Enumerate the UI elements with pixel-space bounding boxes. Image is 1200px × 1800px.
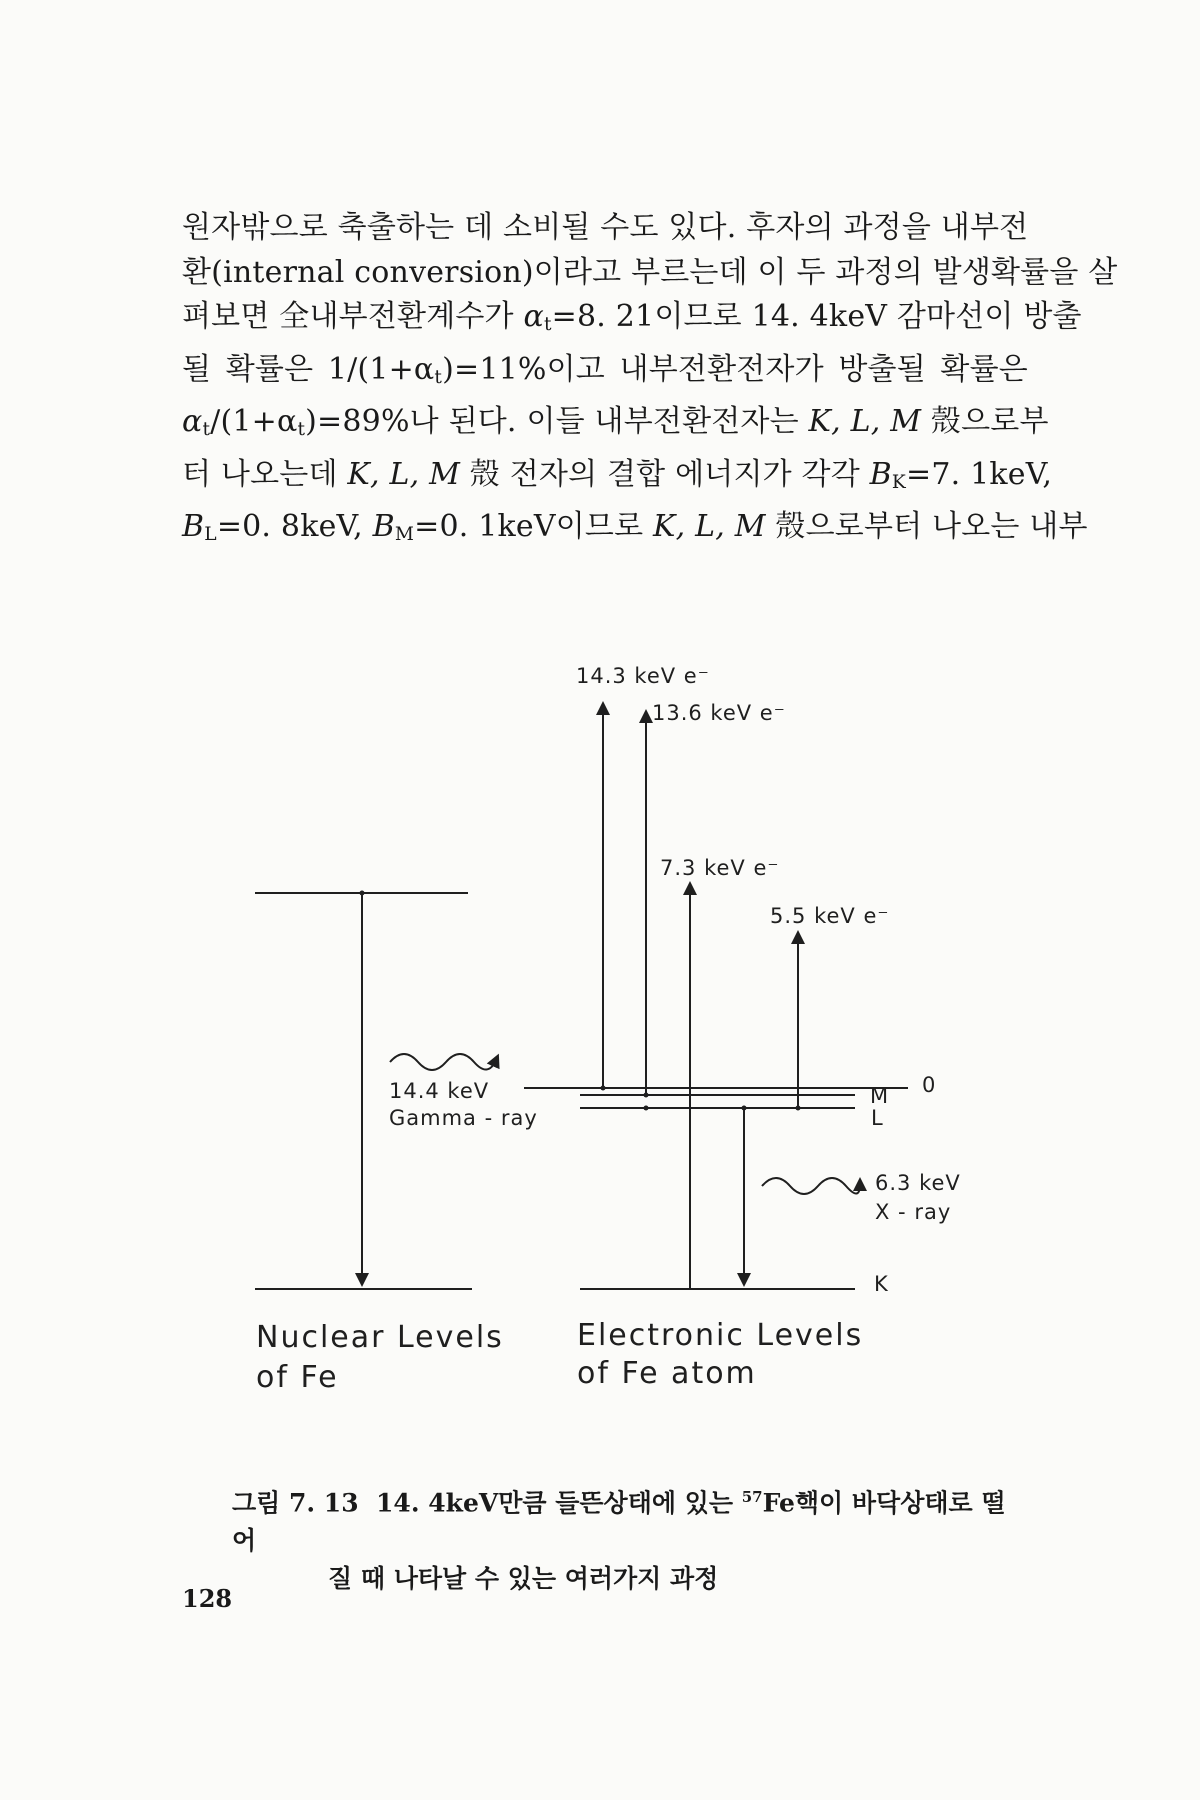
label-14-3kev: 14.3 keV e⁻ bbox=[576, 664, 710, 688]
electronic-levels-caption-1: Electronic Levels bbox=[577, 1318, 864, 1353]
label-7-3kev: 7.3 keV e⁻ bbox=[660, 856, 780, 880]
label-gamma-name: Gamma - ray bbox=[389, 1106, 538, 1130]
electronic-levels-caption-2: of Fe atom bbox=[577, 1356, 757, 1391]
gamma-wave-icon bbox=[390, 1054, 496, 1070]
caption-line-2: 질 때 나타날 수 있는 여러가지 과정 bbox=[328, 1564, 719, 1594]
label-xray-name: X - ray bbox=[875, 1200, 952, 1224]
label-level-o: 0 bbox=[922, 1073, 937, 1097]
label-level-l: L bbox=[871, 1106, 884, 1130]
caption-number: 그림 7. 13 bbox=[232, 1488, 359, 1518]
figure-caption: 그림 7. 13 14. 4keV만큼 들뜬상태에 있는 $^{57}$Fe핵이 바닥상태로 떨어 질 때 나타날 수 있는 여러가지 과정 bbox=[232, 1478, 1012, 1598]
page-number: 128 bbox=[182, 1584, 233, 1613]
label-level-k: K bbox=[874, 1272, 889, 1296]
label-13-6kev: 13.6 keV e⁻ bbox=[652, 701, 786, 725]
text-line-3: 펴보면 全내부전환계수가 $\alpha_t=8$. 21이므로 14. 4keV 감마선이 방출 bbox=[182, 299, 1082, 335]
text-line-4: 될 확률은 $1/(1+\alpha_t)=11\%$이고 내부전환전자가 방출될 확률은 bbox=[182, 351, 1028, 388]
xray-wave-icon bbox=[762, 1178, 860, 1194]
label-5-5kev: 5.5 keV e⁻ bbox=[770, 904, 890, 928]
label-gamma-energy: 14.4 keV bbox=[389, 1079, 490, 1103]
label-level-m: M bbox=[870, 1084, 890, 1108]
text-line-6: 터 나오는데 K, L, M 殼 전자의 결합 에너지가 각각 $B_K=7$. 1keV, bbox=[182, 456, 1053, 493]
label-xray-energy: 6.3 keV bbox=[875, 1171, 961, 1195]
text-line-2: 환(internal conversion)이라고 부르는데 이 두 과정의 발생확률을 살 bbox=[182, 254, 1118, 290]
text-line-5: $\alpha_t/(1+\alpha_t)=89\%$나 된다. 이들 내부전환전자는 K, L, M 殼으로부 bbox=[182, 404, 1049, 440]
nuclear-levels-caption-1: Nuclear Levels bbox=[256, 1320, 504, 1355]
nuclear-levels-caption-2: of Fe bbox=[256, 1360, 339, 1395]
text-line-1: 원자밖으로 축출하는 데 소비될 수도 있다. 후자의 과정을 내부전 bbox=[182, 210, 1029, 245]
text-line-7: $B_L=0$. 8keV, $B_M=0$. 1keV이므로 K, L, M 殼으로부터 나오는 내부 bbox=[182, 509, 1088, 545]
